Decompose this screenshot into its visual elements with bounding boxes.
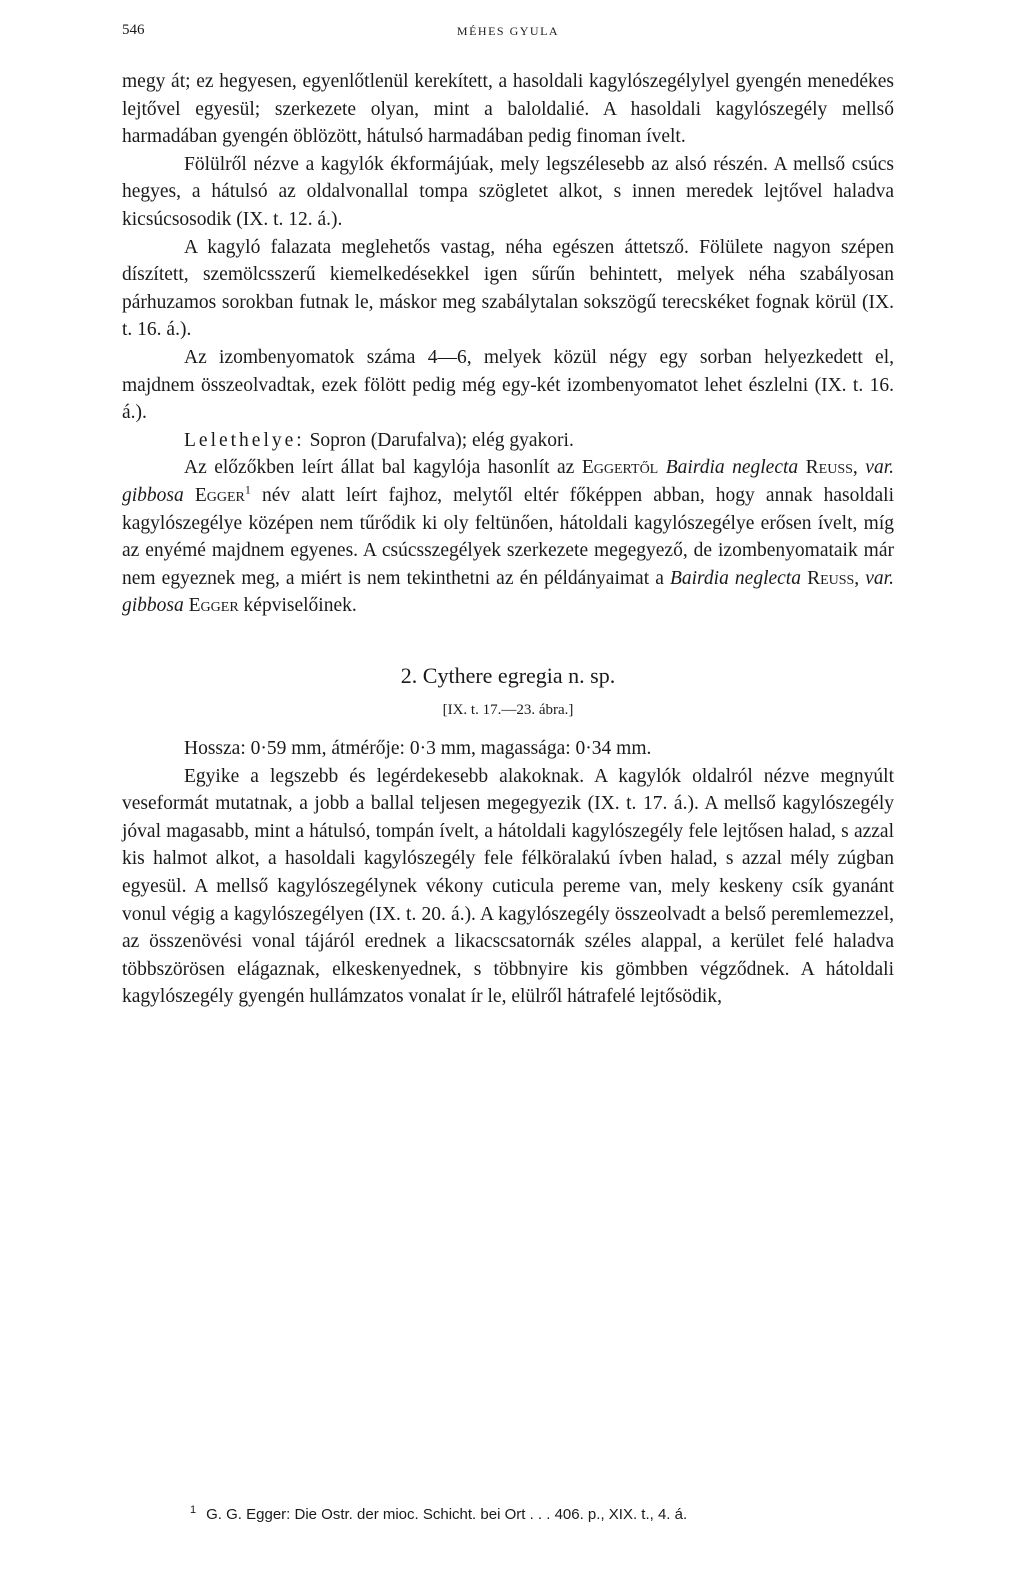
text-run bbox=[798, 457, 806, 478]
body-text bbox=[122, 68, 894, 1011]
paragraph-shell-wall: A kagyló falazata meglehetős vastag, néha egészen áttetsző. Fölülete nagyon szépen díszített, szemölcsszerű kiemelkedésekkel igen sűrűn behintett, melyek néha szabályosan párhuzamos sorokban futnak le, máskor meg szabálytalan sokszögű terecskéket fognak körül (IX. t. 16. á.). bbox=[122, 236, 894, 341]
text-run: Az előzőkben leírt állat bal kagylója hasonlít az bbox=[184, 457, 582, 479]
plate-reference: [IX. t. 17.—23. ábra.] bbox=[442, 702, 574, 719]
paragraph-top-view: Fölülről nézve a kagylók ékformájúak, mely legszélesebb az alsó részén. A mellső csúcs hegyes, a hátulsó az oldalvonallal tompa szögletet alkot, s innen meredek lejtővel haladva kicsúcsosodik (IX. t. 12. á.). bbox=[122, 153, 894, 230]
taxon-variety: var. gibbosa bbox=[122, 567, 894, 617]
author-name: Reuss, bbox=[807, 567, 860, 589]
footnote-ref: 1 bbox=[244, 482, 251, 497]
text-run bbox=[658, 457, 666, 478]
running-head bbox=[122, 22, 894, 42]
text-run: képviselőinek. bbox=[238, 595, 357, 617]
taxon-name: Bairdia neglecta bbox=[669, 567, 801, 589]
paragraph-description: Egyike a legszebb és legérdekesebb alakoknak. A kagylók oldalról nézve megnyúlt veseformát mutatnak, a jobb a ballal teljesen megegyezik (IX. t. 17. á.). A mellső kagylószegély jóval magasabb, mint a hátulsó, tompán ívelt, a hátoldali kagylószegély fele lejtősen halad, s azzal kis halmot alkot, a hasoldali kagylószegély fele félköralakú ívben halad, s azzal mély zúgban egyesül. A mellső kagylószegélynek vékony cuticula pereme van, mely keskeny csík gyanánt vonul végig a kagylószegélyen (IX. t. 20. á.). A kagylószegély összeolvadt a belső peremlemezzel, az összenövési vonal tájáról erednek a likacscsatornák széles alappal, a kerület felé haladva többszörösen elágaznak, elkeskenyednek, s többnyire kis gömbben végződnek. A hátoldali kagylószegély gyengén hullámzatos vonalat ír le, elülről hátrafelé lejtősödik, bbox=[122, 765, 894, 1008]
running-head-author: MÉHES GYULA bbox=[456, 24, 560, 38]
text-run: név alatt leírt fajhoz, melytől eltér főképpen abban, hogy annak hasoldali kagylószegélye középen nem tűrődik ki oly feltünően, hátoldali kagylószegélye erősen ívelt, míg az enyémé majdnem egyenes. A csúcsszegélyek szerkezete megegyező, de izombenyomataik már nem egyeznek meg, a miért is nem tekinthetni az én példányaimat a bbox=[122, 484, 894, 589]
locality-text: Sopron (Darufalva); elég gyakori. bbox=[304, 429, 574, 451]
paragraph-muscle-scars: Az izombenyomatok száma 4—6, melyek közül négy egy sorban helyezkedett el, majdnem összeolvadtak, ezek fölött pedig még egy-két izombenyomatot lehet észlelni (IX. t. 16. á.). bbox=[122, 346, 894, 424]
author-name: Egger bbox=[194, 484, 245, 506]
paragraph-locality bbox=[122, 427, 894, 455]
measurements: Hossza: 0·59 mm, átmérője: 0·3 mm, magassága: 0·34 mm. bbox=[184, 738, 652, 760]
section-title: 2. Cythere egregia n. sp. bbox=[400, 662, 616, 688]
author-name: Egger bbox=[188, 595, 239, 617]
footnote-mark: 1 bbox=[190, 1504, 197, 1516]
footnote-text: G. G. Egger: Die Ostr. der mioc. Schicht. bei Ort . . . 406. p., XIX. t., 4. á. bbox=[206, 1506, 688, 1523]
locality-label: Lelethelye: bbox=[184, 429, 305, 451]
taxon-variety: var. gibbosa bbox=[122, 457, 895, 506]
author-name: Reuss, bbox=[805, 457, 858, 479]
author-name: Eggertől bbox=[581, 457, 659, 479]
paragraph-continued: megy át; ez hegyesen, egyenlőtlenül kerekített, a hasoldali kagylószegélylyel gyengén menedékes lejtővel egyesül; szerkezete olyan, mint a baloldalié. A hasoldali kagylószegély mellső harmadában gyengén öblözött, hátulsó harmadában pedig finoman ívelt. bbox=[122, 71, 894, 148]
text-run bbox=[184, 485, 195, 506]
taxon-name: Bairdia neglecta bbox=[665, 457, 799, 479]
footnote bbox=[190, 1500, 890, 1525]
paragraph-comparison bbox=[122, 454, 894, 620]
page-number: 546 bbox=[122, 22, 145, 38]
